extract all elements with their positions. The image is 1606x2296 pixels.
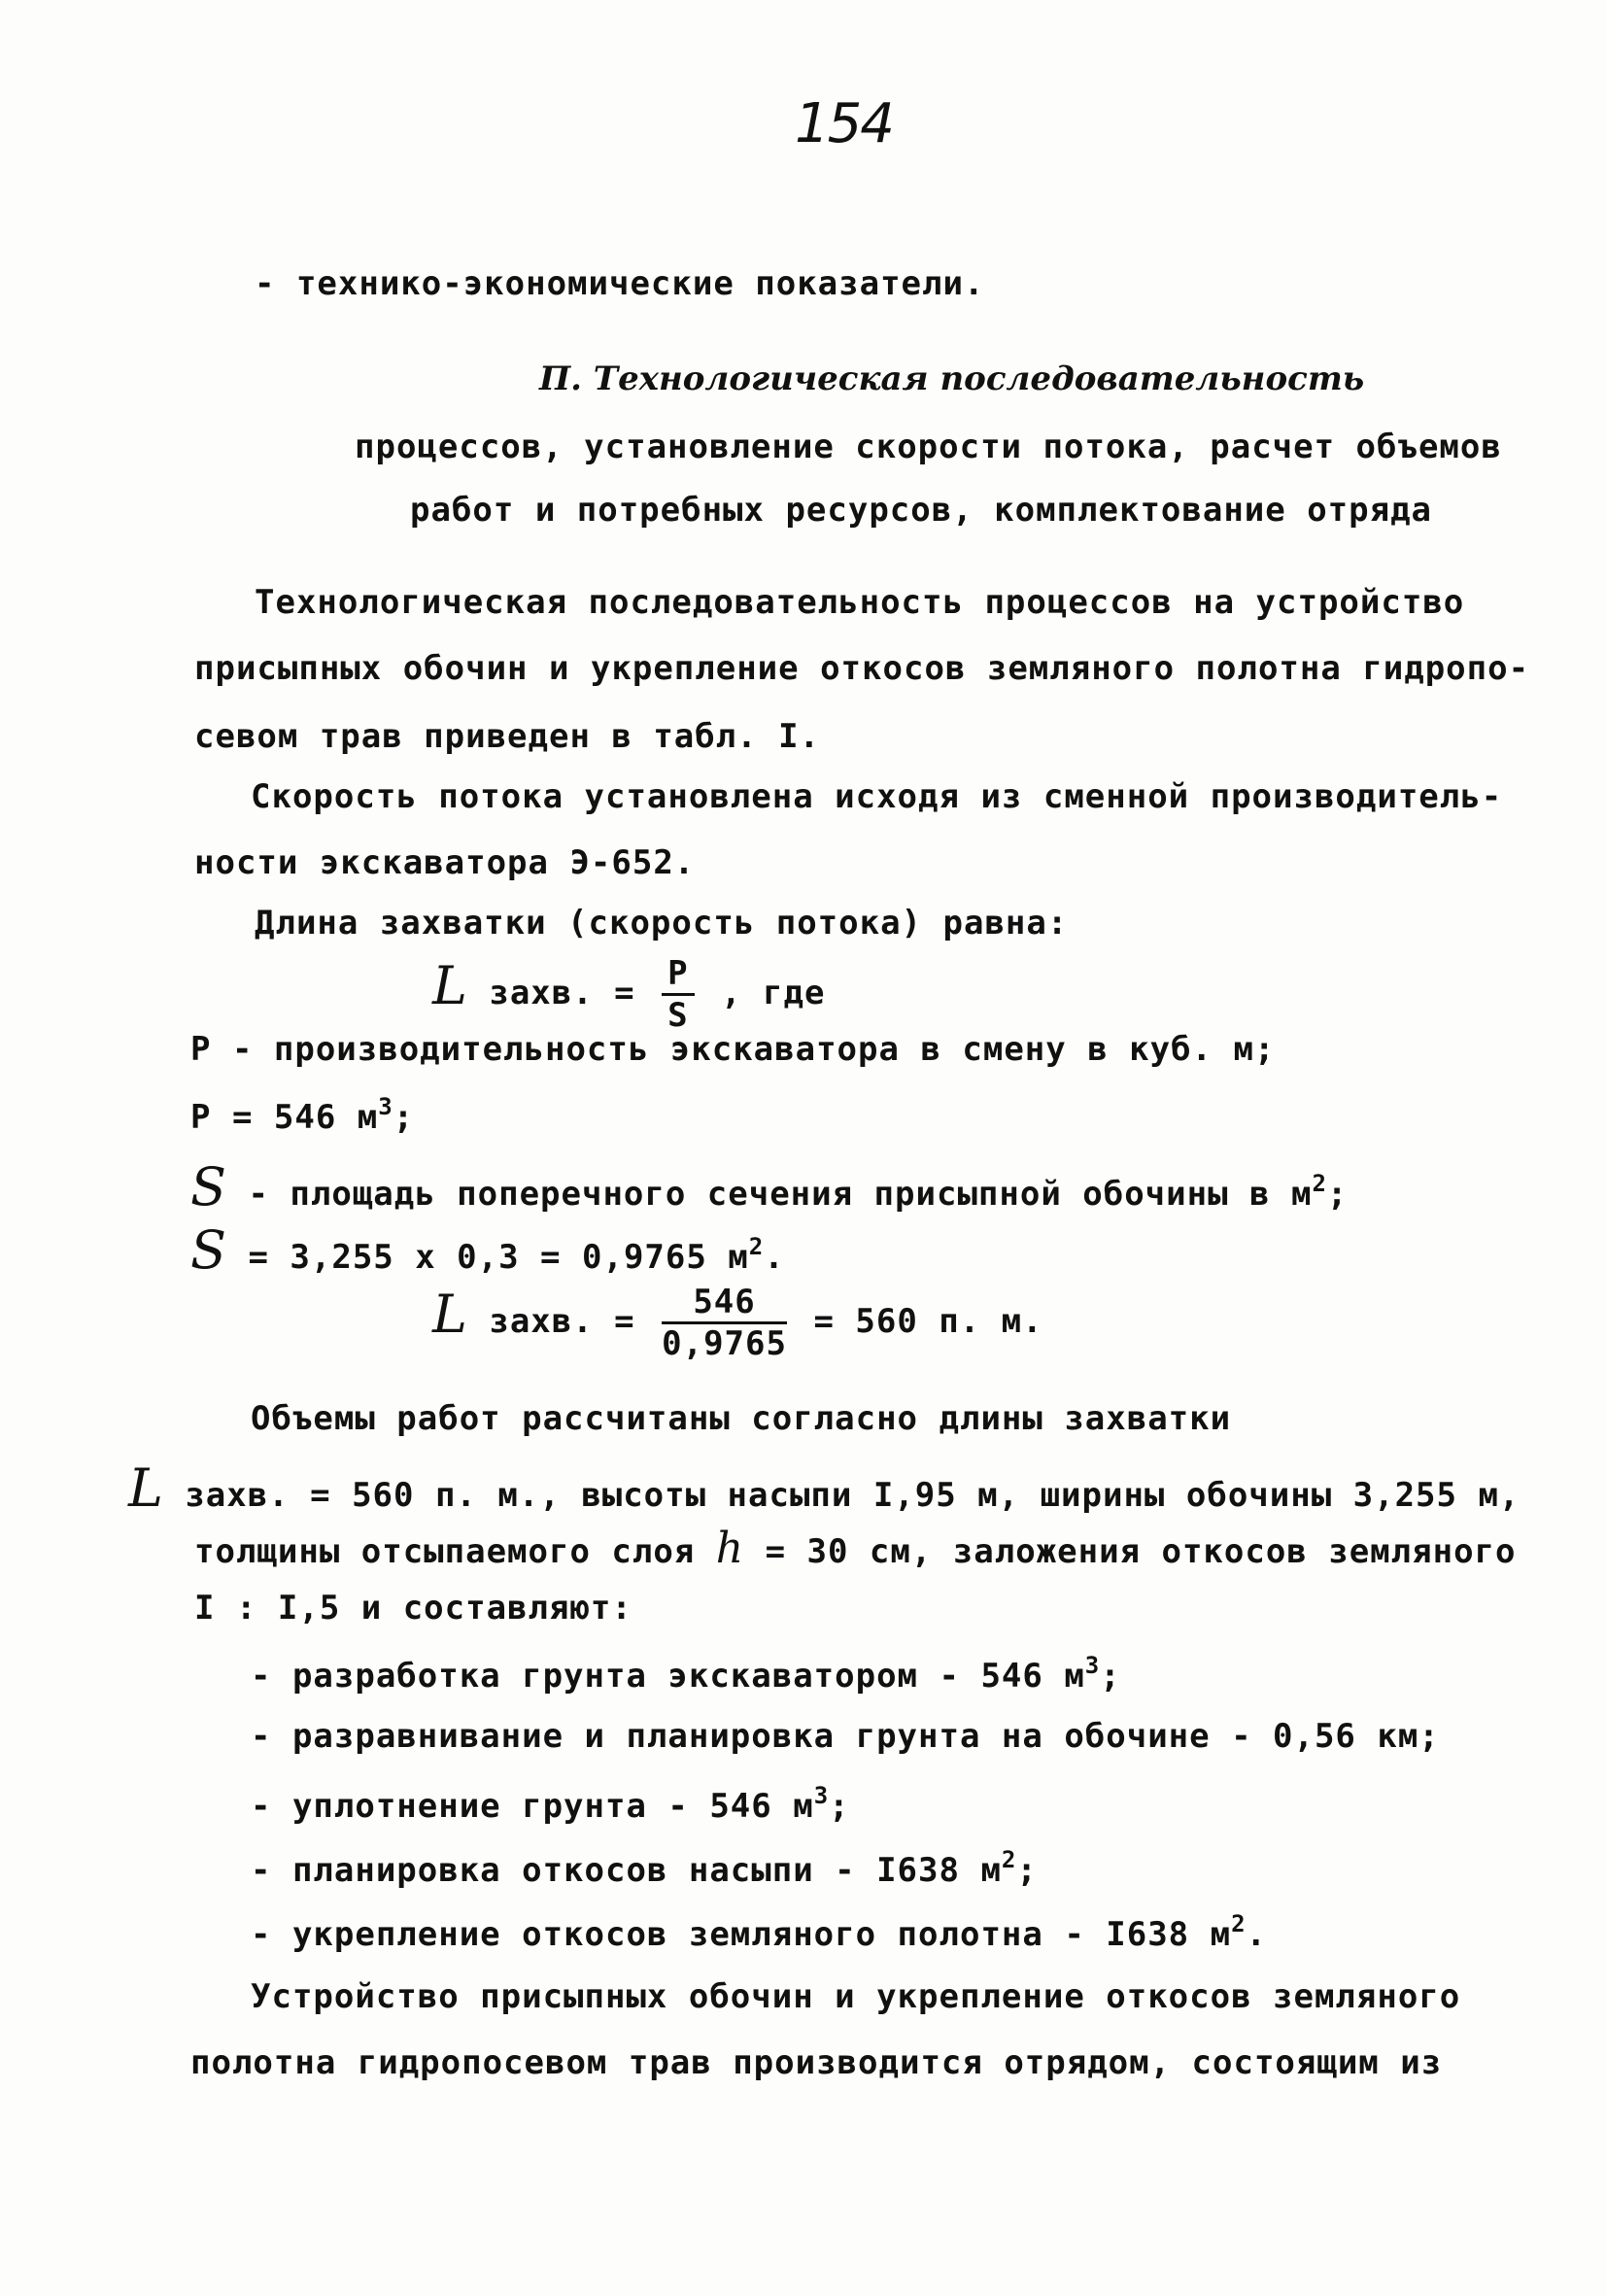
volume-item-1-sup: 3 (1084, 1652, 1101, 1679)
paragraph-1-line-1: Технологическая последовательность процессов на устройство (255, 583, 1465, 622)
definition-s-text: - площадь поперечного сечения присыпной обочины в м (227, 1175, 1313, 1214)
value-s-sup: 2 (748, 1233, 765, 1260)
formula-2-denominator: 0,9765 (662, 1324, 787, 1363)
volume-item-5-sup: 2 (1231, 1910, 1247, 1937)
paragraph-1-line-3: севом трав приведен в табл. I. (194, 717, 821, 756)
definition-s-sup: 2 (1312, 1170, 1327, 1197)
formula-1-numerator: P (662, 954, 694, 996)
value-p-text: Р = 546 м (190, 1098, 379, 1137)
volume-item-3-tail: ; (829, 1787, 850, 1826)
paragraph-4-line-2-text: захв. = 560 п. м., высоты насыпи I,95 м, ширины обочины 3,255 м, (163, 1476, 1521, 1515)
volume-item-1-text: - разработка грунта экскаватором - 546 м (251, 1657, 1085, 1696)
formula-2-fraction (662, 1283, 787, 1363)
formula-2-l-symbol: L (432, 1284, 468, 1345)
volume-item-5 (251, 1910, 1267, 1954)
formula-1 (432, 954, 825, 1035)
definition-s-tail: ; (1326, 1175, 1349, 1214)
value-p (190, 1093, 414, 1137)
volume-item-1 (251, 1652, 1121, 1696)
paragraph-3: Длина захватки (скорость потока) равна: (255, 904, 1069, 942)
volume-item-2 (251, 1717, 1440, 1756)
value-p-tail: ; (393, 1098, 415, 1137)
volume-item-3-sup: 3 (813, 1782, 830, 1809)
paragraph-4-line-4: I : I,5 и составляют: (194, 1589, 632, 1628)
paragraph-4-line-3b: = 30 см, заложения откосов земляного (744, 1532, 1517, 1571)
intro-line: - технико-экономические показатели. (255, 264, 985, 303)
formula-2 (432, 1283, 1043, 1363)
formula-1-lhs: захв. = (489, 974, 635, 1012)
paragraph-5-line-2: полотна гидропосевом трав производится отрядом, состоящим из (190, 2043, 1443, 2082)
volume-item-4-text: - планировка откосов насыпи - I638 м (251, 1851, 1002, 1890)
value-s-text: = 3,255 х 0,3 = 0,9765 м (248, 1238, 749, 1277)
page-number: 154 (795, 92, 893, 155)
section-heading-line-1: П. Технологическая последовательность (539, 360, 1365, 398)
definition-p: Р - производительность экскаватора в смену в куб. м; (190, 1030, 1276, 1069)
formula-2-result: = 560 п. м. (813, 1302, 1043, 1341)
value-p-sup: 3 (378, 1093, 393, 1120)
volume-item-1-tail: ; (1100, 1657, 1121, 1696)
section-heading-line-2: процессов, установление скорости потока, расчет объемов (355, 428, 1502, 466)
volume-item-4 (251, 1846, 1038, 1890)
formula-1-tail: , где (721, 974, 826, 1012)
paragraph-4-line-2 (128, 1457, 1520, 1519)
paragraph-4-line-1: Объемы работ рассчитаны согласно длины захватки (251, 1399, 1232, 1438)
section-heading-line-3: работ и потребных ресурсов, комплектование отряда (410, 491, 1433, 530)
definition-s-symbol: S (190, 1156, 227, 1217)
formula-2-numerator: 546 (662, 1283, 787, 1324)
formula-1-denominator: S (667, 996, 689, 1035)
paragraph-1-line-2: присыпных обочин и укрепление откосов земляного полотна гидропо- (194, 649, 1530, 688)
formula-1-l-symbol: L (432, 955, 468, 1016)
paragraph-5-line-1: Устройство присыпных обочин и укрепление откосов земляного (251, 1977, 1461, 2016)
volume-item-3-text: - уплотнение грунта - 546 м (251, 1787, 814, 1826)
paragraph-4-line-3a: толщины отсыпаемого слоя (194, 1532, 716, 1571)
volume-item-2-text: - разравнивание и планировка грунта на обочине - 0,56 км; (251, 1717, 1440, 1756)
volume-item-4-sup: 2 (1001, 1846, 1017, 1873)
formula-1-fraction (662, 954, 694, 1035)
paragraph-4-h-symbol: h (715, 1524, 745, 1573)
paragraph-4-line-3 (194, 1524, 1516, 1573)
volume-item-3 (251, 1782, 850, 1826)
value-s-symbol: S (190, 1219, 227, 1281)
definition-s (190, 1156, 1348, 1217)
value-s (190, 1219, 785, 1281)
volume-item-5-tail: . (1246, 1915, 1268, 1954)
paragraph-2-line-2: ности экскаватора Э-652. (194, 843, 696, 882)
volume-item-5-text: - укрепление откосов земляного полотна - I638 м (251, 1915, 1232, 1954)
value-s-tail: . (764, 1238, 785, 1277)
paragraph-2-line-1: Скорость потока установлена исходя из сменной производитель- (251, 777, 1503, 816)
volume-item-4-tail: ; (1016, 1851, 1038, 1890)
paragraph-4-l-symbol: L (128, 1457, 164, 1519)
formula-2-lhs: захв. = (489, 1302, 635, 1341)
